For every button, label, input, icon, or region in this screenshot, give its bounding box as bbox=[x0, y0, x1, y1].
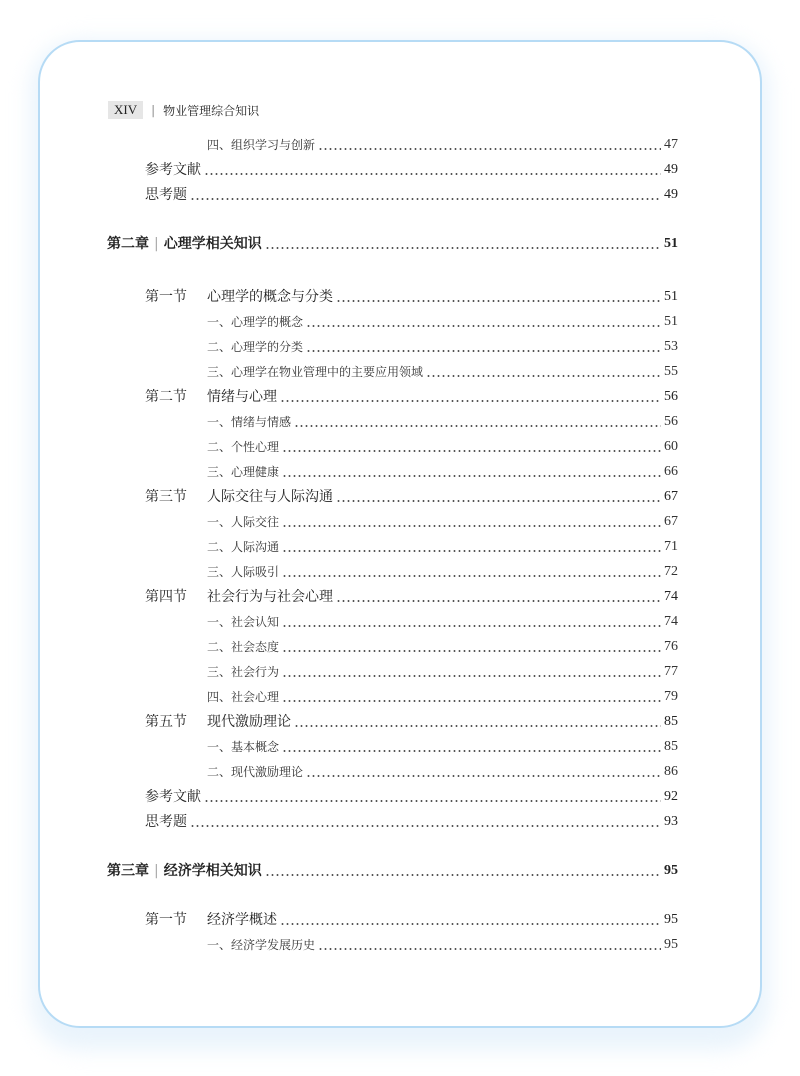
leader-dots bbox=[318, 135, 661, 155]
toc-subsection[interactable] bbox=[207, 362, 678, 382]
toc-entry-text bbox=[145, 587, 333, 607]
running-head bbox=[108, 101, 259, 119]
toc-subsection[interactable] bbox=[207, 437, 678, 457]
leader-dots bbox=[282, 612, 661, 632]
toc-chapter[interactable] bbox=[107, 234, 678, 254]
toc-page-number: 56 bbox=[664, 414, 678, 429]
toc-entry-text bbox=[107, 861, 262, 881]
leader-dots bbox=[282, 512, 661, 532]
toc-page-number: 79 bbox=[664, 689, 678, 704]
toc-entry-title: 心理学相关知识 bbox=[163, 236, 262, 252]
toc-page-number: 74 bbox=[664, 589, 678, 604]
toc-entry-title: 三、心理健康 bbox=[207, 465, 280, 479]
toc-section[interactable] bbox=[145, 910, 678, 930]
toc-page-number: 71 bbox=[664, 539, 678, 554]
toc-subsection[interactable] bbox=[207, 337, 678, 357]
leader-dots bbox=[280, 910, 661, 930]
leader-dots bbox=[306, 337, 661, 357]
toc-entry-title: 三、心理学在物业管理中的主要应用领域 bbox=[207, 365, 424, 379]
toc-entry-text bbox=[207, 662, 279, 682]
leader-dots bbox=[294, 712, 661, 732]
leader-dots bbox=[282, 662, 661, 682]
toc-entry-text bbox=[207, 337, 303, 357]
leader-dots bbox=[282, 562, 661, 582]
toc-entry-text bbox=[207, 562, 279, 582]
leader-dots bbox=[336, 587, 661, 607]
toc-section[interactable] bbox=[145, 287, 678, 307]
toc-entry-title: 二、现代激励理论 bbox=[207, 765, 304, 779]
leader-dots bbox=[190, 185, 661, 205]
toc-entry-number: 第五节 bbox=[145, 714, 187, 730]
toc-page-number: 74 bbox=[664, 614, 678, 629]
toc-subsection[interactable] bbox=[207, 412, 678, 432]
leader-dots bbox=[318, 935, 661, 955]
toc-entry-text bbox=[207, 637, 279, 657]
toc-subsection[interactable] bbox=[207, 312, 678, 332]
toc-entry-number: 第四节 bbox=[145, 589, 187, 605]
toc-page-number: 56 bbox=[664, 389, 678, 404]
toc-entry-title: 四、组织学习与创新 bbox=[207, 138, 316, 152]
leader-dots bbox=[306, 762, 661, 782]
toc-page-number: 95 bbox=[664, 863, 678, 878]
toc-page-number: 92 bbox=[664, 789, 678, 804]
toc-page-number: 60 bbox=[664, 439, 678, 454]
toc-page-number: 67 bbox=[664, 514, 678, 529]
chapter-separator: | bbox=[154, 863, 159, 879]
toc-entry-text bbox=[207, 612, 279, 632]
toc-entry-text bbox=[207, 537, 279, 557]
leader-dots bbox=[282, 462, 661, 482]
leader-dots bbox=[282, 687, 661, 707]
toc-page-number: 72 bbox=[664, 564, 678, 579]
toc-entry-title: 情绪与心理 bbox=[207, 389, 277, 405]
toc-subsection[interactable] bbox=[207, 537, 678, 557]
toc-page-number: 93 bbox=[664, 814, 678, 829]
toc-page-number: 55 bbox=[664, 364, 678, 379]
toc-entry-text bbox=[207, 412, 291, 432]
toc-entry-title: 一、心理学的概念 bbox=[207, 315, 304, 329]
leader-dots bbox=[282, 437, 661, 457]
toc-entry-title: 人际交往与人际沟通 bbox=[207, 489, 333, 505]
toc-entry-number: 第一节 bbox=[145, 912, 187, 928]
toc-entry-title: 一、经济学发展历史 bbox=[207, 938, 316, 952]
leader-dots bbox=[282, 537, 661, 557]
toc-section[interactable] bbox=[145, 712, 678, 732]
toc-subsection[interactable] bbox=[207, 562, 678, 582]
toc-entry-title: 二、社会态度 bbox=[207, 640, 280, 654]
toc-backmatter[interactable] bbox=[145, 160, 678, 180]
toc-page-number: 51 bbox=[664, 236, 678, 251]
leader-dots bbox=[265, 861, 661, 881]
toc-section[interactable] bbox=[145, 387, 678, 407]
toc-entry-number: 第一节 bbox=[145, 289, 187, 305]
toc-chapter[interactable] bbox=[107, 861, 678, 881]
toc-entry-title: 四、社会心理 bbox=[207, 690, 280, 704]
toc-entry-text bbox=[207, 687, 279, 707]
toc-entry-text bbox=[207, 935, 315, 955]
toc-page-number: 47 bbox=[664, 137, 678, 152]
chapter-separator: | bbox=[154, 236, 159, 252]
toc-entry-text bbox=[207, 462, 279, 482]
toc-entry-text bbox=[207, 135, 315, 155]
toc-page-number: 66 bbox=[664, 464, 678, 479]
leader-dots bbox=[265, 234, 661, 254]
toc-entry-title: 现代激励理论 bbox=[207, 714, 291, 730]
toc-subsection[interactable] bbox=[207, 135, 678, 155]
leader-dots bbox=[204, 787, 661, 807]
toc-entry-text bbox=[207, 362, 423, 382]
leader-dots bbox=[306, 312, 661, 332]
toc-entry-title: 心理学的概念与分类 bbox=[207, 289, 333, 305]
toc-subsection[interactable] bbox=[207, 637, 678, 657]
toc-page-number: 53 bbox=[664, 339, 678, 354]
toc-subsection[interactable] bbox=[207, 762, 678, 782]
leader-dots bbox=[336, 487, 661, 507]
toc-entry-title: 思考题 bbox=[145, 814, 187, 830]
leader-dots bbox=[190, 812, 661, 832]
toc-entry-title: 参考文献 bbox=[145, 789, 201, 805]
page-folio: XIV bbox=[108, 101, 143, 119]
toc-entry-text bbox=[207, 737, 279, 757]
toc-page-number: 49 bbox=[664, 162, 678, 177]
toc-entry-text bbox=[107, 234, 262, 254]
toc-entry-title: 经济学概述 bbox=[207, 912, 277, 928]
toc-section[interactable] bbox=[145, 487, 678, 507]
toc-entry-number: 第二节 bbox=[145, 389, 187, 405]
leader-dots bbox=[282, 737, 661, 757]
toc-entry-number: 第三节 bbox=[145, 489, 187, 505]
toc-page-number: 85 bbox=[664, 739, 678, 754]
toc-entry-title: 一、情绪与情感 bbox=[207, 415, 292, 429]
toc-page-number: 49 bbox=[664, 187, 678, 202]
running-head-separator: | bbox=[151, 103, 156, 117]
toc-entry-text bbox=[145, 487, 333, 507]
toc-backmatter[interactable] bbox=[145, 812, 678, 832]
toc-subsection[interactable] bbox=[207, 662, 678, 682]
toc-subsection[interactable] bbox=[207, 687, 678, 707]
toc-backmatter[interactable] bbox=[145, 185, 678, 205]
toc-page-number: 77 bbox=[664, 664, 678, 679]
toc-entry-text bbox=[145, 185, 187, 205]
toc-entry-title: 思考题 bbox=[145, 187, 187, 203]
leader-dots bbox=[280, 387, 661, 407]
leader-dots bbox=[336, 287, 661, 307]
toc-entry-title: 二、人际沟通 bbox=[207, 540, 280, 554]
leader-dots bbox=[282, 637, 661, 657]
toc-page-number: 85 bbox=[664, 714, 678, 729]
toc-entry-text bbox=[145, 387, 277, 407]
toc-entry-text bbox=[145, 812, 187, 832]
toc-backmatter[interactable] bbox=[145, 787, 678, 807]
toc-entry-text bbox=[207, 762, 303, 782]
toc-entry-title: 三、社会行为 bbox=[207, 665, 280, 679]
toc-entry-title: 一、社会认知 bbox=[207, 615, 280, 629]
toc-subsection[interactable] bbox=[207, 935, 678, 955]
leader-dots bbox=[204, 160, 661, 180]
toc-entry-title: 二、心理学的分类 bbox=[207, 340, 304, 354]
toc-entry-title: 一、基本概念 bbox=[207, 740, 280, 754]
toc-entry-title: 参考文献 bbox=[145, 162, 201, 178]
toc-page-number: 95 bbox=[664, 912, 678, 927]
toc-entry-text bbox=[207, 512, 279, 532]
toc-entry-text bbox=[145, 787, 201, 807]
toc-entry-title: 二、个性心理 bbox=[207, 440, 280, 454]
toc-entry-text bbox=[207, 312, 303, 332]
toc-subsection[interactable] bbox=[207, 737, 678, 757]
toc-entry-number: 第三章 bbox=[107, 863, 149, 879]
toc-page-number: 67 bbox=[664, 489, 678, 504]
toc-entry-title: 经济学相关知识 bbox=[163, 863, 262, 879]
leader-dots bbox=[294, 412, 661, 432]
toc-entry-title: 三、人际吸引 bbox=[207, 565, 280, 579]
toc-entry-text bbox=[145, 287, 333, 307]
toc-section[interactable] bbox=[145, 587, 678, 607]
toc-subsection[interactable] bbox=[207, 512, 678, 532]
toc-entry-text bbox=[207, 437, 279, 457]
toc-subsection[interactable] bbox=[207, 612, 678, 632]
leader-dots bbox=[426, 362, 661, 382]
toc-page-number: 76 bbox=[664, 639, 678, 654]
toc-entry-number: 第二章 bbox=[107, 236, 149, 252]
toc-entry-title: 社会行为与社会心理 bbox=[207, 589, 333, 605]
toc-entry-text bbox=[145, 160, 201, 180]
toc-entry-text bbox=[145, 712, 291, 732]
toc-subsection[interactable] bbox=[207, 462, 678, 482]
book-title: 物业管理综合知识 bbox=[163, 103, 260, 118]
toc-page-number: 51 bbox=[664, 314, 678, 329]
toc-entry-title: 一、人际交往 bbox=[207, 515, 280, 529]
toc-page-number: 86 bbox=[664, 764, 678, 779]
toc-entry-text bbox=[145, 910, 277, 930]
toc-page-number: 51 bbox=[664, 289, 678, 304]
toc-page-number: 95 bbox=[664, 937, 678, 952]
